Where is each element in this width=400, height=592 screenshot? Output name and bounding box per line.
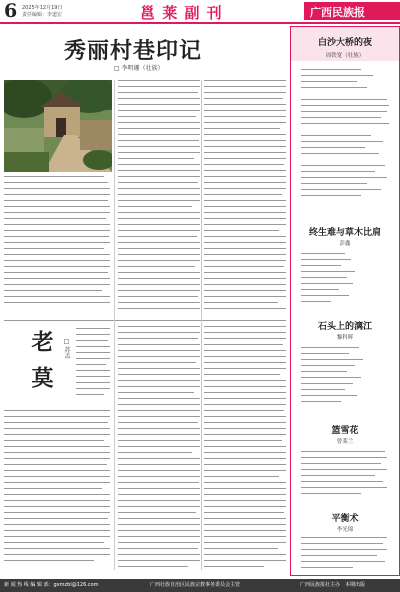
poem5-title: 平衡术 [331, 514, 359, 524]
poetry-sidebar [290, 26, 400, 576]
poem4-lines [301, 451, 391, 507]
article-divider [4, 320, 286, 321]
poem2-title: 终生难与草木比肩 [308, 228, 381, 238]
paper-name: 广西民族报 [310, 6, 365, 19]
page-number: 6 [4, 0, 18, 22]
poem5-lines [301, 537, 391, 571]
village-lane-photo-image [4, 80, 112, 172]
article2-author: □ 苏孟 [63, 338, 70, 359]
poem4-author: 曾莱兰 [336, 439, 354, 445]
masthead [0, 0, 400, 22]
poem1-title: 白沙大桥的夜 [317, 38, 372, 48]
poem4-title: 篮雪花 [331, 426, 359, 436]
footer-middle: 广西壮族自治区民族宗教事务委员会主管 [150, 582, 241, 588]
article2-body-col1 [4, 410, 110, 570]
poem3-lines [301, 347, 391, 411]
poem3-title: 石头上的漓江 [317, 322, 372, 332]
issue-date: 2025年12月19日 [22, 5, 63, 11]
section-title: 邕 莱 副 刊 [140, 4, 223, 22]
article2-body-col2 [118, 326, 200, 572]
photo-caption-line [4, 176, 104, 177]
article-body-col2 [118, 80, 200, 316]
column-separator [201, 80, 202, 570]
footer-left: 新 闻 热 线 编 辑 部：gxmzbl@126.com [4, 582, 99, 588]
column-separator [114, 80, 115, 570]
poem2-author: 彭鑫 [339, 241, 351, 247]
poem5-author: 李光锦 [336, 527, 354, 533]
poem1-lines [301, 69, 391, 219]
article2-body-col3 [204, 326, 286, 572]
article-title: 秀丽村巷印记 [64, 38, 203, 64]
article-body-col3 [204, 80, 286, 316]
article-author: □ 李明珊（壮族） [114, 65, 164, 72]
poem3-author: 黎科辉 [336, 335, 354, 341]
header-rule [0, 22, 400, 24]
poem1-author: 周铁宽（壮族） [325, 53, 365, 59]
editor-credit: 责任编辑：李道宏 [22, 12, 63, 18]
article2-intro-lines [76, 328, 110, 406]
article2-vertical-title: 老莫 [28, 330, 54, 402]
footer-right: 广西民族报社主办 本期出版 [300, 582, 366, 588]
article-body-col1 [4, 182, 110, 312]
village-photo [4, 80, 112, 172]
poem2-lines [301, 253, 391, 315]
